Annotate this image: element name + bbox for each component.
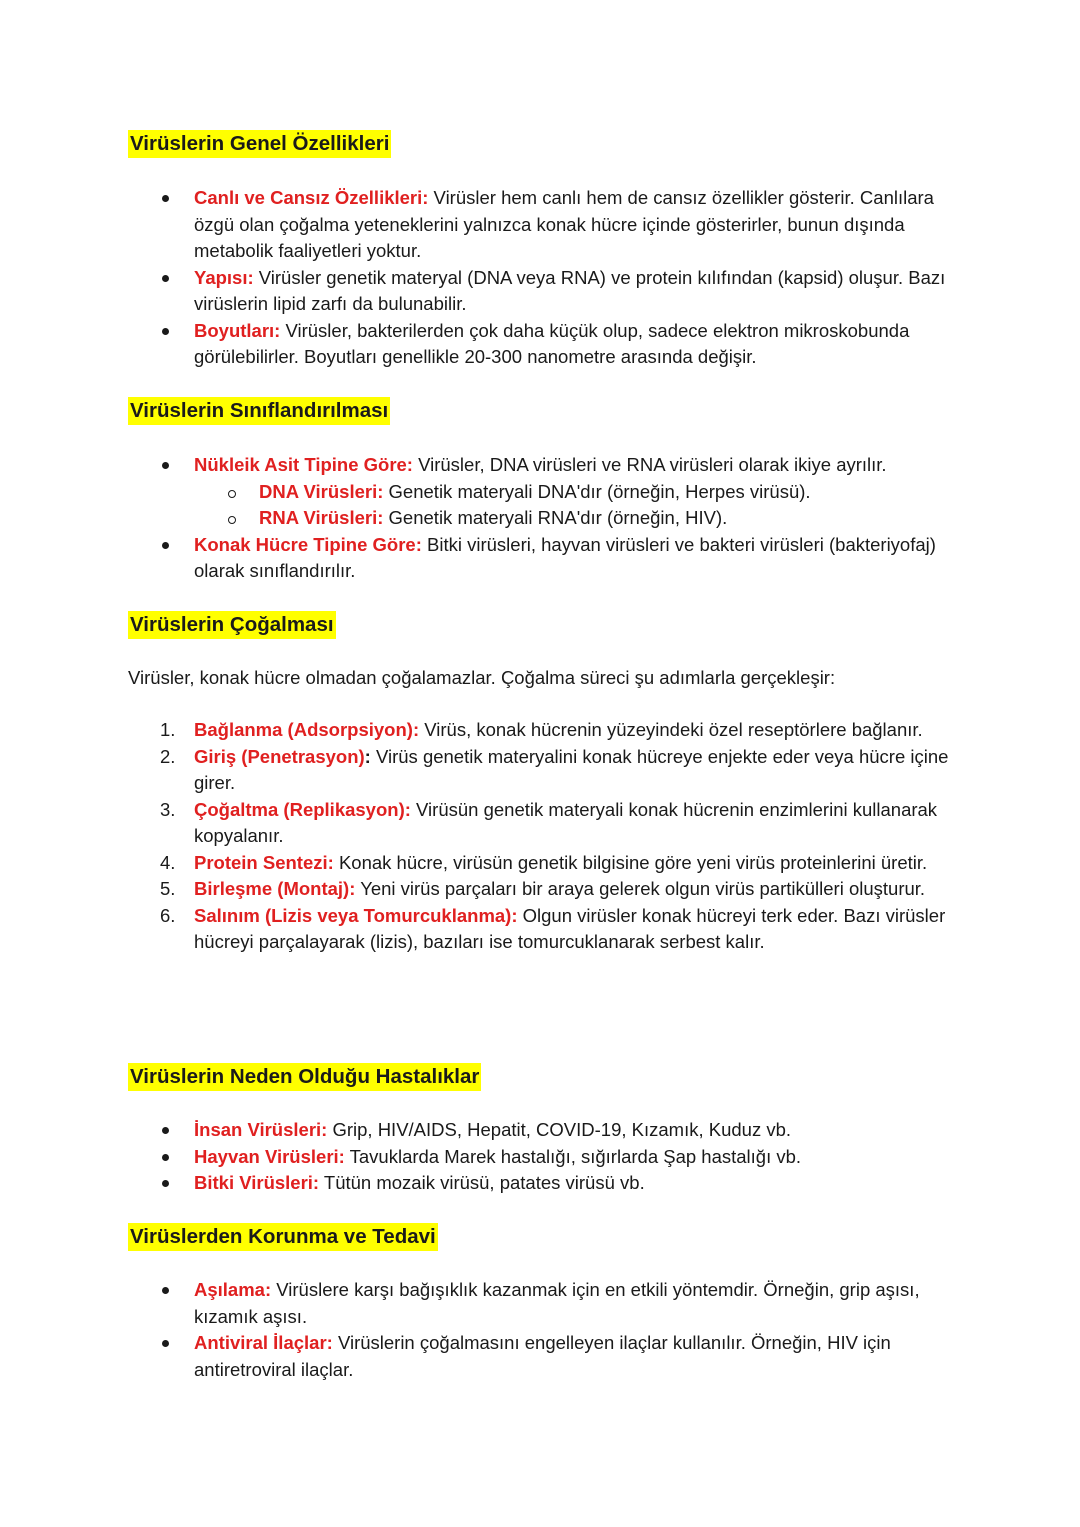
step-number: 6. bbox=[160, 904, 176, 926]
list-item bbox=[0, 1144, 964, 1171]
list-item bbox=[0, 717, 964, 744]
list-item bbox=[0, 185, 964, 265]
numbered-list bbox=[0, 717, 1080, 956]
step-number: 2. bbox=[160, 745, 176, 767]
item-text: Virüsler hem canlı hem de cansız özellikler gösterir. Canlılara özgü olan çoğalma yeteneklerini yalnızca konak hücre içinde gösterirler, bunun dışında metabolik faaliyetleri yoktur. bbox=[194, 187, 934, 261]
item-term: Bağlanma (Adsorpsiyon): bbox=[194, 719, 420, 740]
item-term: Birleşme (Montaj): bbox=[194, 878, 356, 899]
list-item bbox=[0, 318, 964, 371]
item-term: Protein Sentezi: bbox=[194, 851, 334, 873]
sub-list-item bbox=[0, 479, 959, 506]
list-item bbox=[0, 903, 964, 956]
item-text: Yeni virüs parçaları bir araya gelerek olgun virüs partikülleri oluşturur. bbox=[355, 878, 926, 899]
bullet-list bbox=[0, 452, 1080, 585]
item-term: Aşılama: bbox=[194, 1279, 272, 1300]
item-text: Tütün mozaik virüsü, patates virüsü vb. bbox=[319, 1172, 645, 1193]
item-term: Giriş (Penetrasyon) bbox=[194, 745, 365, 767]
item-term: Antiviral İlaçlar: bbox=[194, 1332, 333, 1353]
list-item bbox=[0, 797, 964, 850]
item-term: Çoğaltma (Replikasyon): bbox=[194, 798, 411, 820]
step-number: 4. bbox=[160, 851, 176, 873]
list-item bbox=[0, 1170, 964, 1197]
item-text: Virüs, konak hücrenin yüzeyindeki özel reseptörlere bağlanır. bbox=[419, 719, 923, 740]
item-text: Olgun virüsler konak hücreyi terk eder. Bazı virüsler hücreyi parçalayarak (lizis), bazıları ise tomurcuklanarak serbest kalır. bbox=[194, 904, 946, 952]
item-colon: : bbox=[364, 745, 371, 767]
section-heading: Virüslerin Sınıflandırılması bbox=[128, 397, 390, 425]
item-text: Tavuklarda Marek hastalığı, sığırlarda Şap hastalığı vb. bbox=[344, 1145, 802, 1167]
list-item bbox=[0, 1277, 964, 1330]
item-text: Grip, HIV/AIDS, Hepatit, COVID-19, Kızamık, Kuduz vb. bbox=[327, 1119, 792, 1140]
item-text: Genetik materyali DNA'dır (örneğin, Herpes virüsü). bbox=[383, 480, 811, 502]
item-text: Bitki virüsleri, hayvan virüsleri ve bakteri virüsleri (bakteriyofaj) olarak sınıflandırılır. bbox=[194, 533, 936, 581]
list-item bbox=[0, 876, 964, 903]
section-heading: Virüslerden Korunma ve Tedavi bbox=[128, 1223, 438, 1251]
list-item bbox=[0, 744, 964, 797]
item-term: Hayvan Virüsleri: bbox=[194, 1145, 345, 1167]
item-term: Yapısı: bbox=[194, 266, 254, 288]
item-term: Konak Hücre Tipine Göre: bbox=[194, 533, 422, 555]
item-term: Bitki Virüsleri: bbox=[194, 1172, 320, 1193]
item-text: Genetik materyali RNA'dır (örneğin, HIV). bbox=[383, 507, 728, 528]
intro-paragraph: Virüsler, konak hücre olmadan çoğalamazlar. Çoğalma süreci şu adımlarla gerçekleşir: bbox=[128, 667, 836, 688]
item-text: Virüs genetik materyalini konak hücreye enjekte eder veya hücre içine girer. bbox=[194, 745, 949, 793]
item-text: Virüslere karşı bağışıklık kazanmak için en etkili yöntemdir. Örneğin, grip aşısı, kızamık aşısı. bbox=[194, 1279, 920, 1327]
item-term: İnsan Virüsleri: bbox=[194, 1119, 328, 1140]
item-text: Virüsler, DNA virüsleri ve RNA virüsleri olarak ikiye ayrılır. bbox=[412, 454, 887, 475]
list-item bbox=[0, 452, 964, 479]
bullet-list bbox=[0, 1117, 1080, 1197]
item-term: RNA Virüsleri: bbox=[259, 507, 384, 528]
item-text: Virüslerin çoğalmasını engelleyen ilaçlar kullanılır. Örneğin, HIV için antiretroviral ilaçlar. bbox=[194, 1332, 891, 1380]
list-item bbox=[0, 850, 964, 877]
bullet-list bbox=[0, 185, 1080, 371]
step-number: 5. bbox=[160, 878, 176, 899]
sub-list-item bbox=[0, 505, 959, 532]
item-term: DNA Virüsleri: bbox=[259, 480, 384, 502]
item-term: Boyutları: bbox=[194, 319, 281, 341]
section-heading: Virüslerin Genel Özellikleri bbox=[128, 130, 391, 158]
item-text: Virüsler, bakterilerden çok daha küçük olup, sadece elektron mikroskobunda görülebilirler. Boyutları genellikle 20-300 nanometre arasında değişir. bbox=[194, 319, 910, 367]
item-term: Nükleik Asit Tipine Göre: bbox=[194, 454, 413, 475]
item-text: Virüsün genetik materyali konak hücrenin enzimlerini kullanarak kopyalanır. bbox=[194, 798, 938, 846]
step-number: 1. bbox=[160, 719, 176, 740]
item-text: Virüsler genetik materyal (DNA veya RNA) ve protein kılıfından (kapsid) oluşur. Bazı virüslerin lipid zarfı da bulunabilir. bbox=[194, 266, 946, 314]
list-item bbox=[0, 265, 964, 318]
section-heading: Virüslerin Çoğalması bbox=[128, 611, 336, 639]
step-number: 3. bbox=[160, 798, 176, 820]
item-text: Konak hücre, virüsün genetik bilgisine göre yeni virüs proteinlerini üretir. bbox=[333, 851, 928, 873]
list-item bbox=[0, 532, 964, 585]
section-heading: Virüslerin Neden Olduğu Hastalıklar bbox=[128, 1063, 481, 1091]
item-term: Salınım (Lizis veya Tomurcuklanma): bbox=[194, 904, 518, 926]
list-item bbox=[0, 1330, 964, 1383]
list-item bbox=[0, 1117, 964, 1144]
item-term: Canlı ve Cansız Özellikleri: bbox=[194, 187, 429, 208]
bullet-list bbox=[0, 1277, 1080, 1383]
